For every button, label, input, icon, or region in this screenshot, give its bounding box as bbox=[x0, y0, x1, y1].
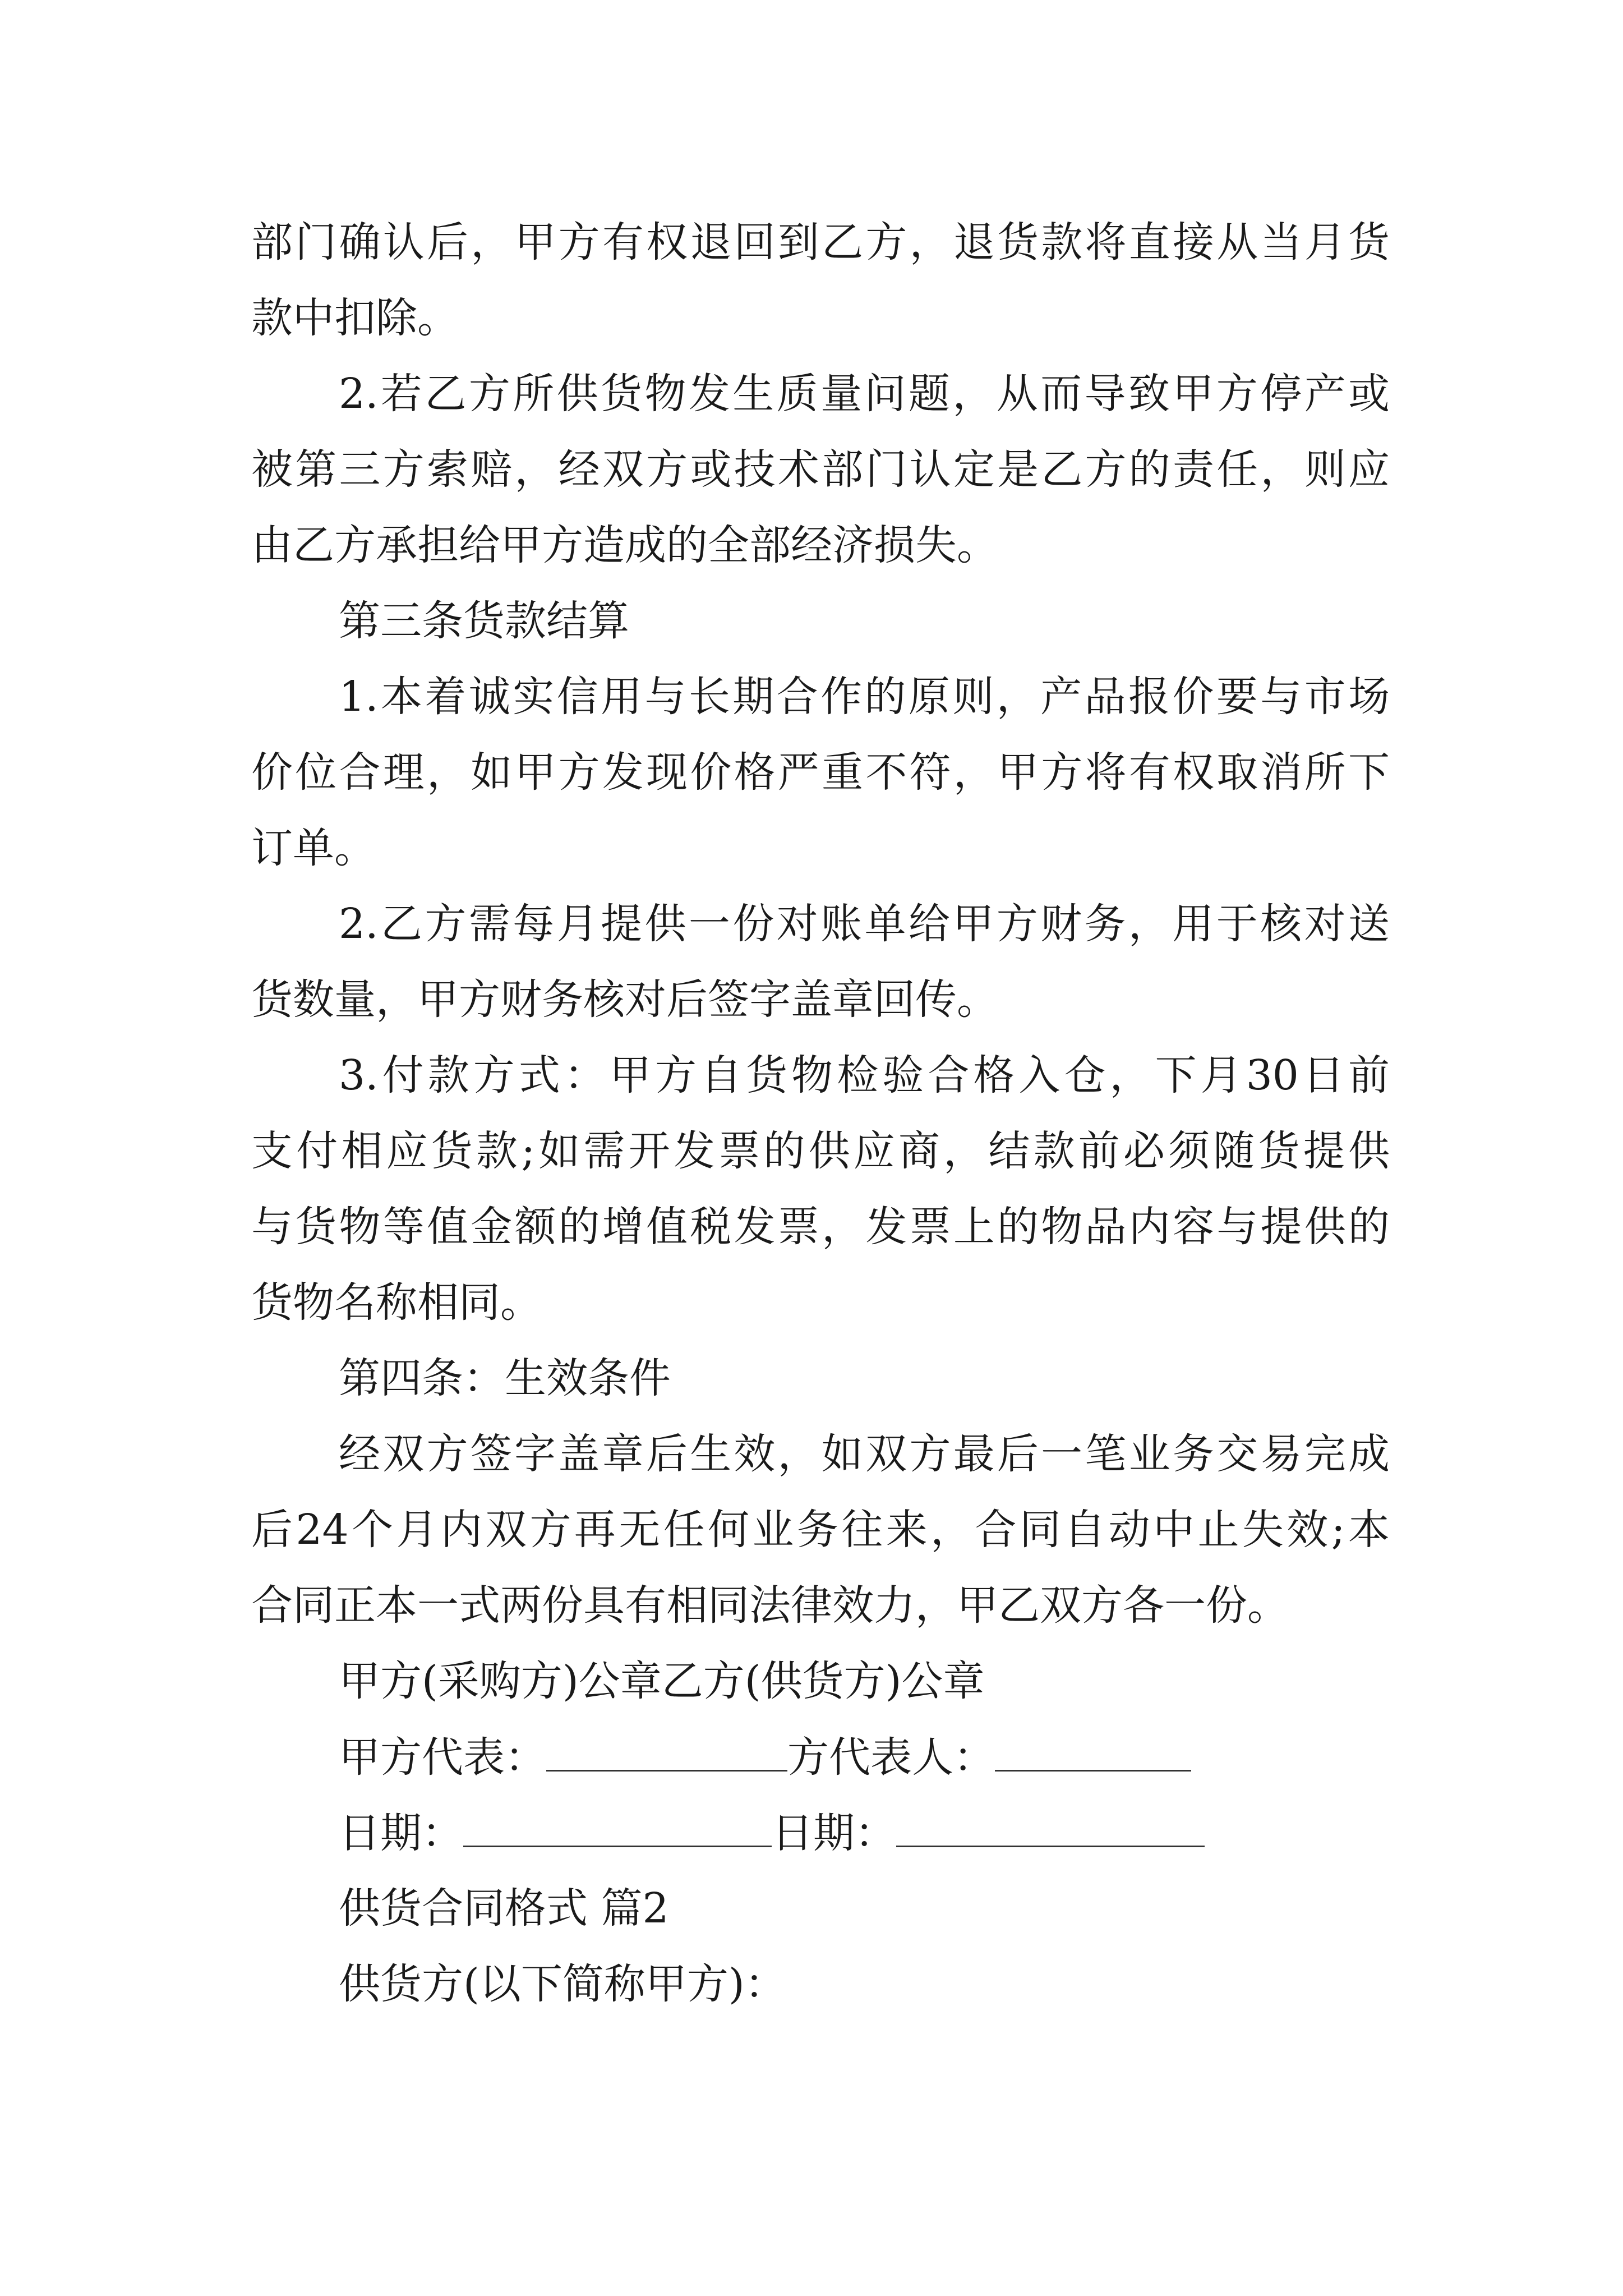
paragraph-line: 由乙方承担给甲方造成的全部经济损失。 bbox=[251, 521, 998, 569]
date-line bbox=[339, 1809, 1205, 1857]
date-b-label: 日期： bbox=[772, 1809, 896, 1857]
paragraph-line: 款中扣除。 bbox=[251, 294, 459, 342]
paragraph-line: 订单。 bbox=[251, 824, 376, 872]
date-b-blank bbox=[896, 1812, 1205, 1847]
paragraph-line: 3.付款方式：甲方自货物检验合格入仓，下月30日前 bbox=[339, 1051, 1390, 1099]
paragraph-line: 合同正本一式两份具有相同法律效力，甲乙双方各一份。 bbox=[251, 1581, 1289, 1630]
paragraph-line: 价位合理，如甲方发现价格严重不符，甲方将有权取消所下 bbox=[251, 748, 1390, 797]
paragraph-line: 被第三方索赔，经双方或技术部门认定是乙方的责任，则应 bbox=[251, 445, 1390, 494]
seal-line: 甲方(采购方)公章乙方(供货方)公章 bbox=[339, 1657, 985, 1705]
party-line: 供货方(以下简称甲方)： bbox=[339, 1960, 786, 2008]
article-heading: 第三条货款结算 bbox=[339, 597, 629, 645]
article-heading: 第四条：生效条件 bbox=[339, 1354, 671, 1402]
rep-b-blank bbox=[995, 1736, 1191, 1772]
paragraph-line: 经双方签字盖章后生效，如双方最后一笔业务交易完成 bbox=[339, 1430, 1390, 1478]
paragraph-line: 后24个月内双方再无任何业务往来，合同自动中止失效;本 bbox=[251, 1506, 1390, 1554]
paragraph-line: 与货物等值金额的增值税发票，发票上的物品内容与提供的 bbox=[251, 1203, 1390, 1251]
paragraph-line: 支付相应货款;如需开发票的供应商，结款前必须随货提供 bbox=[251, 1127, 1390, 1175]
representative-line bbox=[339, 1733, 1191, 1782]
paragraph-line: 1.本着诚实信用与长期合作的原则，产品报价要与市场 bbox=[339, 673, 1390, 721]
paragraph-line: 货数量，甲方财务核对后签字盖章回传。 bbox=[251, 976, 998, 1024]
rep-a-blank bbox=[546, 1736, 787, 1772]
date-a-label: 日期： bbox=[339, 1809, 463, 1857]
paragraph-line: 货物名称相同。 bbox=[251, 1278, 542, 1327]
rep-b-label: 方代表人： bbox=[787, 1733, 995, 1782]
date-a-blank bbox=[463, 1812, 772, 1847]
paragraph-line: 2.若乙方所供货物发生质量问题，从而导致甲方停产或 bbox=[339, 370, 1390, 418]
rep-a-label: 甲方代表： bbox=[339, 1733, 546, 1782]
paragraph-line: 2.乙方需每月提供一份对账单给甲方财务，用于核对送 bbox=[339, 900, 1390, 948]
paragraph-line: 部门确认后，甲方有权退回到乙方，退货款将直接从当月货 bbox=[251, 218, 1390, 266]
section-title: 供货合同格式 篇2 bbox=[339, 1884, 669, 1932]
